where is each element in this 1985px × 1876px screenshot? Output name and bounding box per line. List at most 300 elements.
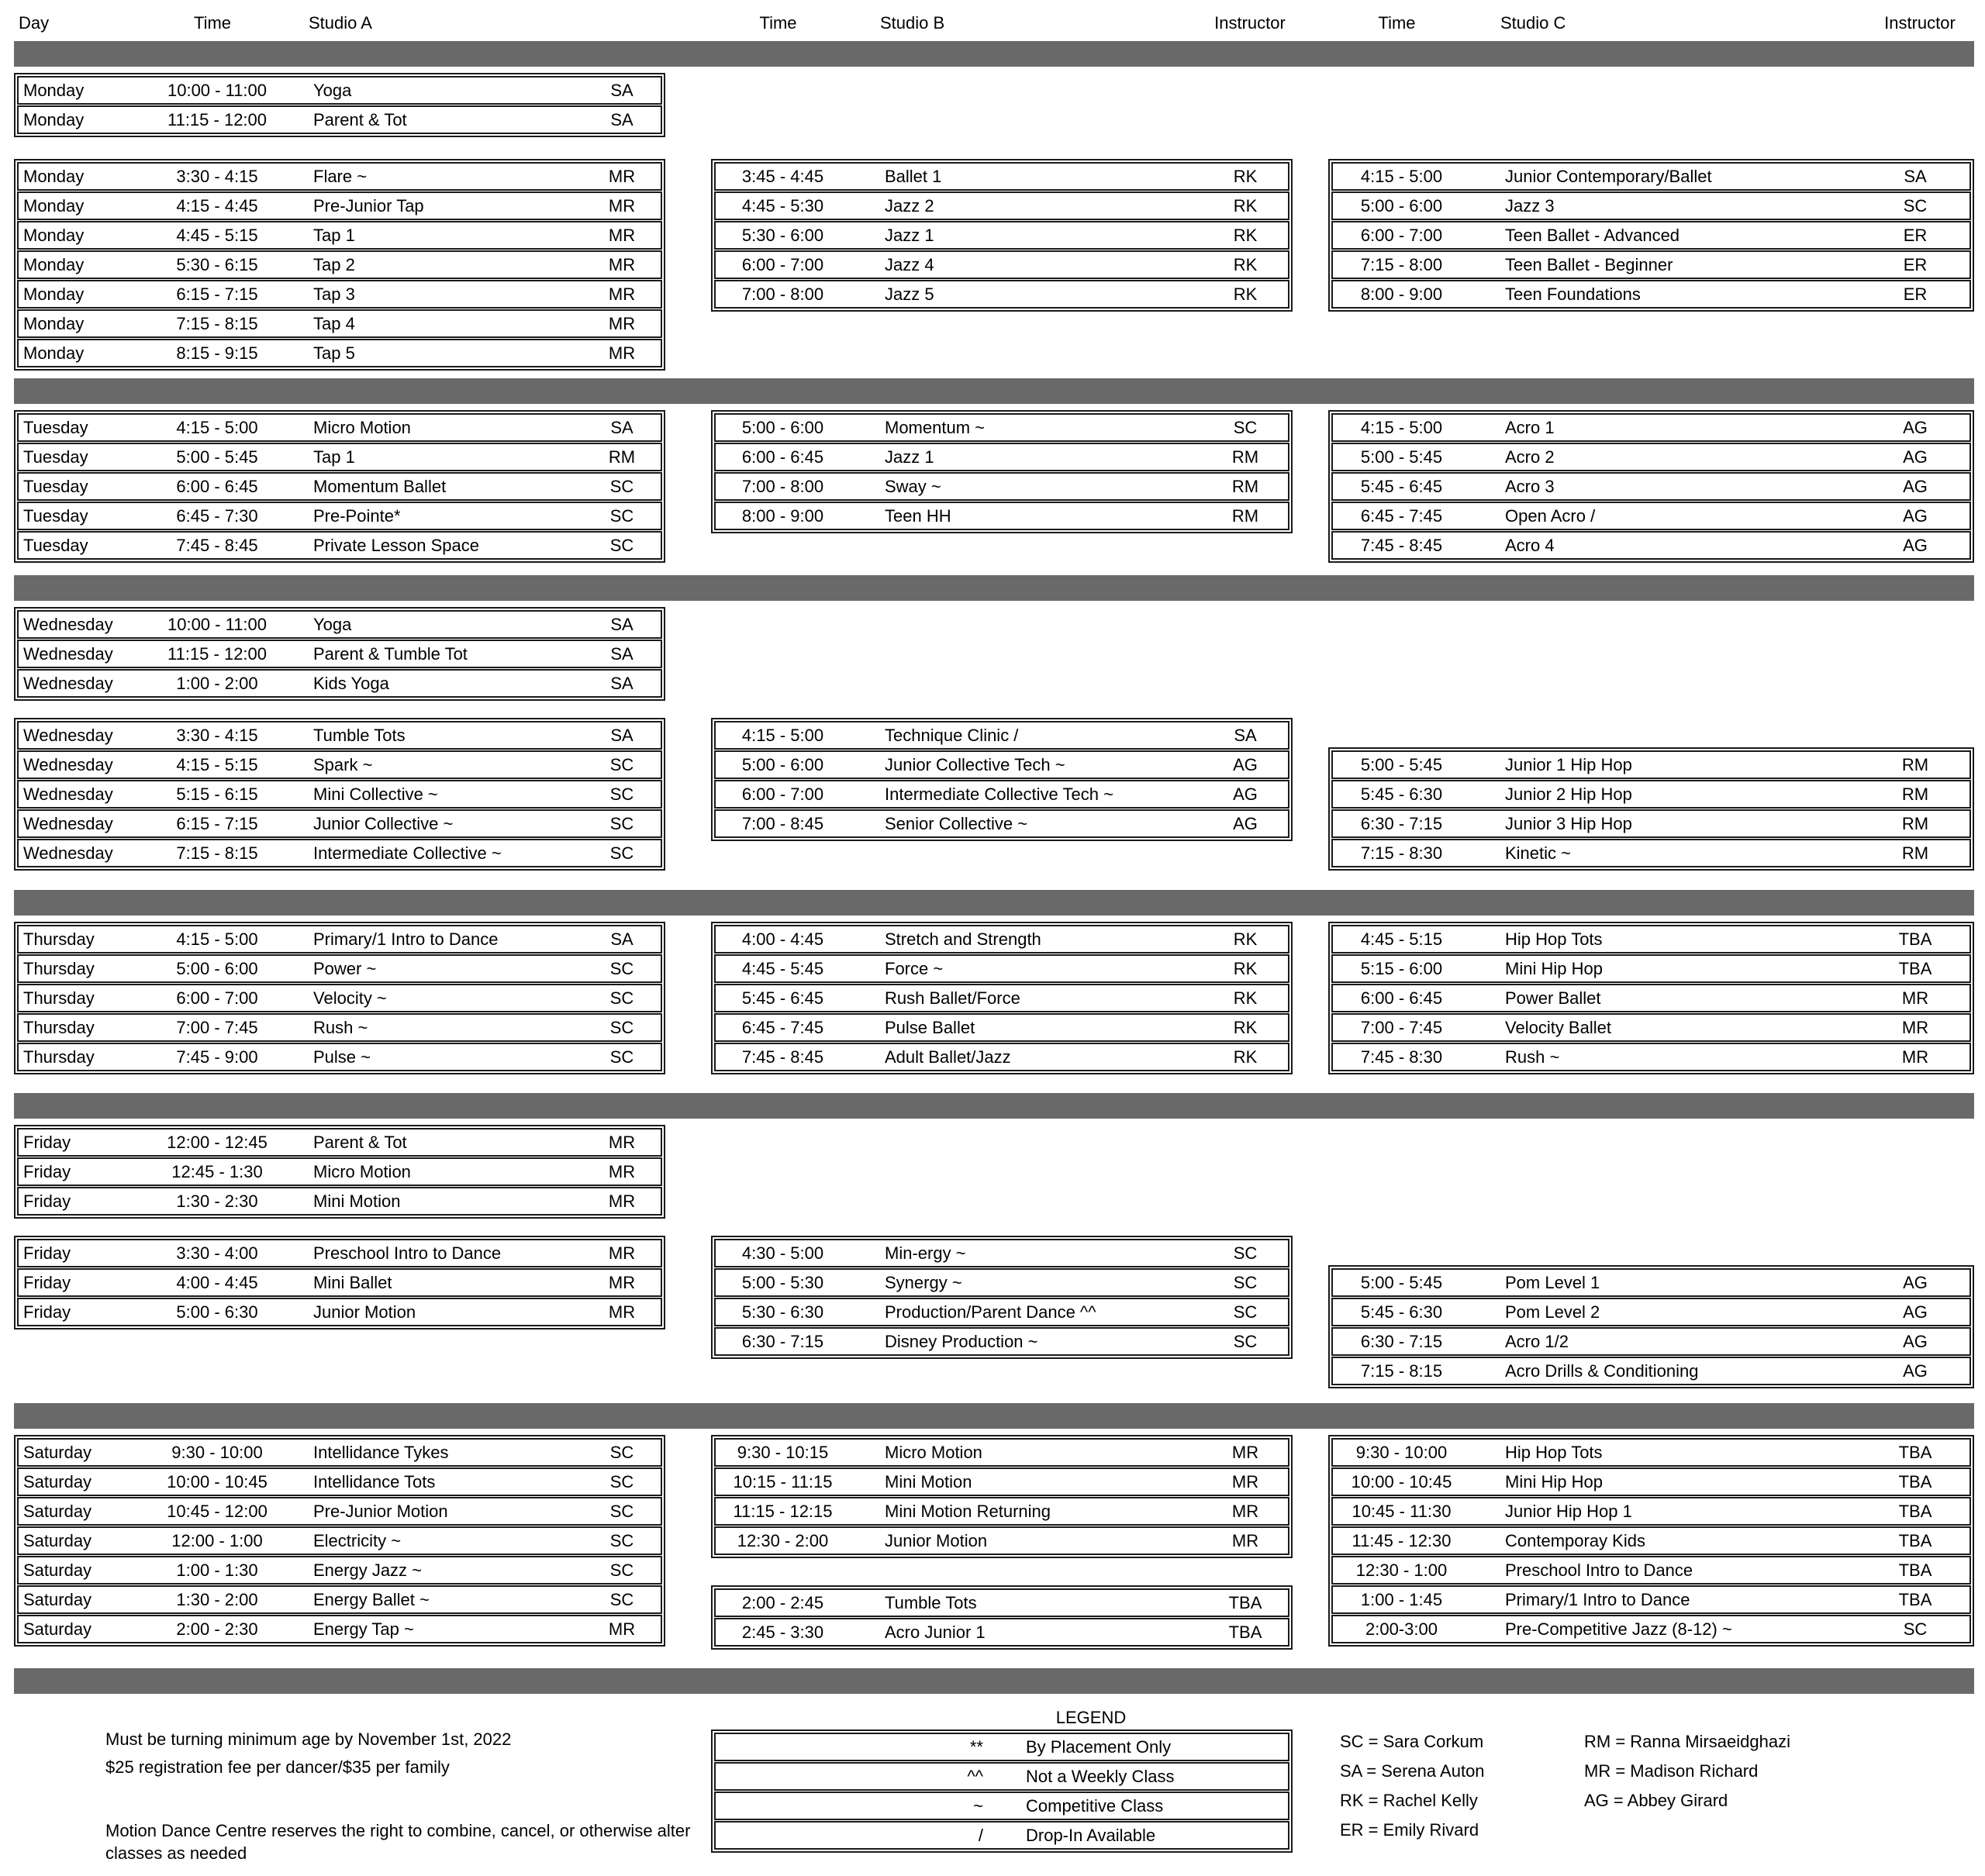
row-class-cell: Micro Motion: [313, 1161, 411, 1181]
row-instructor-cell: MR: [608, 225, 636, 245]
row-instructor-cell: MR: [1901, 1017, 1929, 1037]
studio-b-column: [711, 410, 1293, 533]
row-instructor-cell: RM: [1231, 447, 1259, 467]
schedule-row: [17, 191, 662, 220]
row-instructor-cell: SC: [1233, 1272, 1258, 1292]
schedule-row: [1331, 1357, 1971, 1385]
row-class-cell: Senior Collective ~: [885, 813, 1028, 833]
schedule-row: [714, 780, 1289, 809]
header-time-c: Time: [1378, 13, 1416, 33]
schedule-box: [711, 159, 1293, 312]
row-class-cell: Intellidance Tykes: [313, 1442, 449, 1462]
header-studio-b-group: [711, 13, 1293, 33]
row-class-cell: Open Acro /: [1505, 505, 1596, 526]
schedule-row: [17, 669, 662, 698]
row-class-cell: Kinetic ~: [1505, 843, 1571, 863]
row-class-cell: Junior Motion: [313, 1302, 416, 1322]
row-class-cell: Jazz 5: [885, 284, 934, 304]
row-class-cell: Tap 3: [313, 284, 355, 304]
row-instructor-cell: RK: [1233, 254, 1258, 274]
row-day-cell: Tuesday: [23, 447, 88, 467]
row-class-cell: Technique Clinic /: [885, 725, 1019, 745]
schedule-row: [1331, 839, 1971, 867]
row-time-cell: 7:45 - 8:45: [1360, 535, 1443, 555]
row-day-cell: Wednesday: [23, 784, 113, 804]
day-section-monday: [14, 41, 1974, 371]
row-time-cell: 9:30 - 10:15: [737, 1442, 829, 1462]
row-time-cell: 11:45 - 12:30: [1352, 1530, 1452, 1550]
header-time-a: Time: [193, 13, 232, 33]
row-day-cell: Monday: [23, 313, 85, 333]
row-class-cell: Mini Motion: [313, 1191, 401, 1211]
row-time-cell: 7:00 - 7:45: [176, 1017, 258, 1037]
schedule-row: [17, 1497, 662, 1526]
instructor-legend-col2: [1584, 1706, 1910, 1820]
row-class-cell: Acro Junior 1: [885, 1622, 986, 1642]
schedule-row: [714, 1588, 1289, 1617]
day-separator-bar: [14, 890, 1974, 916]
legend-meaning: Drop-In Available: [1026, 1825, 1156, 1845]
schedule-row: [17, 721, 662, 750]
schedule-box: [1328, 1435, 1974, 1647]
row-day-cell: Wednesday: [23, 843, 113, 863]
row-class-cell: Synergy ~: [885, 1272, 962, 1292]
instructor-legend-col1: [1340, 1706, 1584, 1850]
row-time-cell: 4:30 - 5:00: [741, 1243, 824, 1263]
row-class-cell: Teen Ballet - Advanced: [1505, 225, 1680, 245]
schedule-box: [14, 1435, 665, 1647]
row-instructor-cell: SC: [609, 988, 634, 1008]
schedule-row: [1331, 472, 1971, 501]
row-class-cell: Mini Collective ~: [313, 784, 438, 804]
row-class-cell: Tumble Tots: [885, 1592, 977, 1612]
row-day-cell: Monday: [23, 195, 85, 216]
row-instructor-cell: RM: [1901, 784, 1929, 804]
row-class-cell: Pom Level 2: [1505, 1302, 1600, 1322]
schedule-row: [714, 472, 1289, 501]
row-time-cell: 7:45 - 9:00: [176, 1047, 258, 1067]
row-instructor-cell: MR: [608, 343, 636, 363]
row-class-cell: Hip Hop Tots: [1505, 1442, 1603, 1462]
row-time-cell: 4:15 - 5:00: [176, 417, 258, 437]
day-band: [14, 607, 1974, 871]
row-class-cell: Rush ~: [313, 1017, 368, 1037]
row-instructor-cell: AG: [1903, 1302, 1928, 1322]
row-time-cell: 12:00 - 12:45: [167, 1132, 268, 1152]
row-time-cell: 5:00 - 6:30: [176, 1302, 258, 1322]
schedule-row: [714, 191, 1289, 220]
studio-b-column: [711, 1125, 1293, 1359]
row-class-cell: Teen HH: [885, 505, 951, 526]
row-instructor-cell: MR: [608, 313, 636, 333]
row-time-cell: 2:00 - 2:30: [176, 1619, 258, 1639]
row-class-cell: Junior 2 Hip Hop: [1505, 784, 1632, 804]
schedule-row: [714, 1043, 1289, 1071]
row-time-cell: 6:30 - 7:15: [741, 1331, 824, 1351]
row-day-cell: Saturday: [23, 1442, 92, 1462]
row-instructor-cell: AG: [1903, 535, 1928, 555]
row-time-cell: 4:45 - 5:30: [741, 195, 824, 216]
schedule-row: [17, 1526, 662, 1555]
studio-a-column: [14, 607, 665, 871]
row-instructor-cell: SA: [610, 725, 633, 745]
legend-title: LEGEND: [1055, 1708, 1127, 1727]
schedule-row: [17, 1157, 662, 1186]
row-day-cell: Monday: [23, 109, 85, 129]
row-instructor-cell: SC: [609, 1501, 634, 1521]
row-instructor-cell: SC: [609, 505, 634, 526]
row-time-cell: 5:30 - 6:30: [741, 1302, 824, 1322]
row-time-cell: 12:45 - 1:30: [171, 1161, 263, 1181]
row-class-cell: Junior Hip Hop 1: [1505, 1501, 1632, 1521]
schedule-row: [714, 750, 1289, 779]
row-instructor-cell: AG: [1903, 1360, 1928, 1381]
row-time-cell: 6:45 - 7:45: [741, 1017, 824, 1037]
schedule-row: [714, 1526, 1289, 1555]
row-instructor-cell: RM: [1901, 813, 1929, 833]
row-instructor-cell: SC: [609, 1017, 634, 1037]
schedule-row: [17, 250, 662, 279]
row-time-cell: 10:45 - 12:00: [167, 1501, 268, 1521]
row-instructor-cell: SA: [610, 643, 633, 664]
row-class-cell: Mini Hip Hop: [1505, 958, 1603, 978]
day-section-wednesday: [14, 575, 1974, 871]
row-instructor-cell: AG: [1233, 754, 1258, 774]
schedule-box: [1328, 922, 1974, 1074]
row-instructor-cell: SC: [609, 476, 634, 496]
schedule-row: [17, 1615, 662, 1643]
schedule-row: [714, 1327, 1289, 1356]
schedule-box: [14, 73, 665, 137]
row-instructor-cell: RM: [608, 447, 636, 467]
row-instructor-cell: AG: [1903, 1272, 1928, 1292]
row-class-cell: Pom Level 1: [1505, 1272, 1600, 1292]
schedule-box: [711, 1585, 1293, 1650]
studio-c-column: [1328, 922, 1974, 1074]
row-time-cell: 7:15 - 8:00: [1360, 254, 1443, 274]
row-time-cell: 5:00 - 6:00: [1360, 195, 1443, 216]
row-day-cell: Friday: [23, 1132, 71, 1152]
row-time-cell: 7:00 - 8:00: [741, 476, 824, 496]
row-instructor-cell: AG: [1903, 476, 1928, 496]
schedule-row: [17, 339, 662, 367]
row-time-cell: 4:15 - 5:00: [741, 725, 824, 745]
row-class-cell: Private Lesson Space: [313, 535, 480, 555]
schedule-row: [17, 1467, 662, 1496]
row-time-cell: 5:45 - 6:45: [741, 988, 824, 1008]
row-class-cell: Tap 5: [313, 343, 355, 363]
row-class-cell: Junior Collective ~: [313, 813, 454, 833]
legend-section: [14, 1706, 1974, 1864]
row-day-cell: Monday: [23, 284, 85, 304]
row-class-cell: Force ~: [885, 958, 944, 978]
schedule-row: [1331, 502, 1971, 530]
row-instructor-cell: MR: [608, 166, 636, 186]
row-time-cell: 3:30 - 4:15: [176, 725, 258, 745]
row-time-cell: 12:00 - 1:00: [171, 1530, 263, 1550]
row-time-cell: 5:45 - 6:30: [1360, 1302, 1443, 1322]
row-class-cell: Tap 1: [313, 225, 355, 245]
row-day-cell: Tuesday: [23, 535, 88, 555]
legend-symbol: /: [978, 1825, 983, 1845]
schedule-box: [14, 1236, 665, 1329]
row-time-cell: 6:15 - 7:15: [176, 813, 258, 833]
row-time-cell: 7:15 - 8:15: [176, 313, 258, 333]
header-studio-c: Studio C: [1500, 13, 1566, 33]
schedule-row: [17, 280, 662, 309]
row-day-cell: Friday: [23, 1161, 71, 1181]
row-class-cell: Momentum Ballet: [313, 476, 447, 496]
row-day-cell: Monday: [23, 166, 85, 186]
row-class-cell: Micro Motion: [313, 417, 411, 437]
row-class-cell: Tap 2: [313, 254, 355, 274]
schedule-row: [1331, 1467, 1971, 1496]
row-time-cell: 5:00 - 6:00: [176, 958, 258, 978]
row-time-cell: 4:45 - 5:15: [176, 225, 258, 245]
row-day-cell: Thursday: [23, 1017, 95, 1037]
row-time-cell: 7:00 - 7:45: [1360, 1017, 1443, 1037]
row-class-cell: Pre-Competitive Jazz (8-12) ~: [1505, 1619, 1732, 1639]
row-instructor-cell: ER: [1903, 254, 1928, 274]
schedule-row: [1331, 221, 1971, 250]
schedule-row: [1331, 191, 1971, 220]
row-class-cell: Power Ballet: [1505, 988, 1601, 1008]
schedule-row: [1331, 809, 1971, 838]
row-class-cell: Pre-Junior Tap: [313, 195, 424, 216]
schedule-box: [711, 1435, 1293, 1558]
row-instructor-cell: AG: [1903, 447, 1928, 467]
legend-meaning: Not a Weekly Class: [1026, 1766, 1175, 1786]
row-instructor-cell: MR: [608, 1619, 636, 1639]
row-time-cell: 2:00 - 2:45: [741, 1592, 824, 1612]
row-day-cell: Wednesday: [23, 813, 113, 833]
row-instructor-cell: MR: [608, 1191, 636, 1211]
day-band: [14, 1435, 1974, 1650]
row-time-cell: 5:00 - 5:45: [1360, 447, 1443, 467]
schedule-row: [1331, 531, 1971, 560]
row-instructor-cell: RK: [1233, 1047, 1258, 1067]
row-time-cell: 6:30 - 7:15: [1360, 1331, 1443, 1351]
row-time-cell: 8:00 - 9:00: [1360, 284, 1443, 304]
row-instructor-cell: SC: [1233, 1243, 1258, 1263]
row-time-cell: 4:45 - 5:45: [741, 958, 824, 978]
schedule-row: [1331, 984, 1971, 1012]
row-instructor-cell: TBA: [1898, 1560, 1932, 1580]
note-minimum-age: Must be turning minimum age by November 1st, 2022: [105, 1729, 512, 1749]
row-day-cell: Thursday: [23, 929, 95, 949]
schedule-box: [14, 718, 665, 871]
schedule-box: [711, 410, 1293, 533]
row-instructor-cell: TBA: [1228, 1622, 1262, 1642]
spacer: [105, 1785, 695, 1819]
schedule-row: [17, 1043, 662, 1071]
header-studio-a-group: [14, 13, 665, 33]
row-class-cell: Mini Hip Hop: [1505, 1471, 1603, 1491]
schedule-row: [17, 1239, 662, 1267]
row-instructor-cell: MR: [1231, 1501, 1259, 1521]
row-time-cell: 10:00 - 11:00: [167, 80, 268, 100]
instructor-legend-entry: SC = Sara Corkum: [1340, 1732, 1484, 1751]
row-class-cell: Parent & Tot: [313, 109, 407, 129]
row-time-cell: 4:15 - 4:45: [176, 195, 258, 216]
row-class-cell: Production/Parent Dance ^^: [885, 1302, 1096, 1322]
legend-meaning: By Placement Only: [1026, 1736, 1172, 1757]
row-instructor-cell: SC: [609, 754, 634, 774]
schedule-row: [1331, 750, 1971, 779]
row-instructor-cell: TBA: [1898, 1442, 1932, 1462]
row-instructor-cell: RM: [1901, 843, 1929, 863]
studio-a-column: [14, 410, 665, 563]
row-day-cell: Friday: [23, 1243, 71, 1263]
schedule-row: [714, 280, 1289, 309]
row-day-cell: Thursday: [23, 958, 95, 978]
instructor-legend-entry: RM = Ranna Mirsaeidghazi: [1584, 1732, 1790, 1751]
row-instructor-cell: TBA: [1898, 1471, 1932, 1491]
schedule-box: [14, 159, 665, 371]
row-instructor-cell: MR: [608, 254, 636, 274]
row-time-cell: 6:00 - 6:45: [1360, 988, 1443, 1008]
row-class-cell: Jazz 1: [885, 225, 934, 245]
row-instructor-cell: SA: [1904, 166, 1927, 186]
row-class-cell: Jazz 1: [885, 447, 934, 467]
row-time-cell: 1:00 - 2:00: [176, 673, 258, 693]
row-class-cell: Acro 2: [1505, 447, 1555, 467]
row-time-cell: 6:15 - 7:15: [176, 284, 258, 304]
row-time-cell: 10:00 - 10:45: [1351, 1471, 1452, 1491]
schedule-row: [17, 750, 662, 779]
row-time-cell: 10:15 - 11:15: [733, 1471, 833, 1491]
schedule-row: [17, 1556, 662, 1585]
schedule-row: [17, 984, 662, 1012]
row-instructor-cell: AG: [1903, 1331, 1928, 1351]
notes-block: [105, 1706, 695, 1864]
row-instructor-cell: SC: [609, 784, 634, 804]
legend-symbol: ^^: [967, 1766, 983, 1786]
row-time-cell: 10:00 - 10:45: [167, 1471, 268, 1491]
row-instructor-cell: SC: [1233, 1331, 1258, 1351]
row-class-cell: Kids Yoga: [313, 673, 389, 693]
row-instructor-cell: MR: [1901, 1047, 1929, 1067]
schedule-row: [714, 721, 1289, 750]
legend-meaning: Competitive Class: [1026, 1795, 1164, 1816]
schedule-row: [1331, 1327, 1971, 1356]
instructor-legend-entry: AG = Abbey Girard: [1584, 1791, 1728, 1810]
row-instructor-cell: RK: [1233, 166, 1258, 186]
row-time-cell: 4:15 - 5:00: [1360, 166, 1443, 186]
row-class-cell: Acro 4: [1505, 535, 1555, 555]
schedule-box: [14, 1125, 665, 1219]
row-time-cell: 8:00 - 9:00: [741, 505, 824, 526]
row-instructor-cell: SC: [609, 958, 634, 978]
day-section-friday: [14, 1093, 1974, 1388]
row-time-cell: 5:00 - 5:45: [1360, 1272, 1443, 1292]
row-time-cell: 5:45 - 6:30: [1360, 784, 1443, 804]
row-day-cell: Monday: [23, 343, 85, 363]
row-day-cell: Monday: [23, 254, 85, 274]
studio-b-column: [711, 607, 1293, 841]
table-header: [14, 0, 1974, 41]
row-day-cell: Wednesday: [23, 725, 113, 745]
studio-b-column: [711, 73, 1293, 312]
schedule-box: [711, 718, 1293, 841]
header-day: Day: [19, 13, 50, 33]
row-instructor-cell: SC: [1233, 1302, 1258, 1322]
day-separator-bar: [14, 575, 1974, 601]
row-day-cell: Wednesday: [23, 643, 113, 664]
studio-b-column: [711, 1435, 1293, 1650]
schedule-row: [17, 780, 662, 809]
row-time-cell: 7:15 - 8:30: [1360, 843, 1443, 863]
row-time-cell: 1:30 - 2:30: [176, 1191, 258, 1211]
row-time-cell: 4:00 - 4:45: [176, 1272, 258, 1292]
header-studio-b: Studio B: [880, 13, 945, 33]
row-class-cell: Rush Ballet/Force: [885, 988, 1020, 1008]
legend-row: [714, 1733, 1289, 1761]
schedule-row: [714, 1438, 1289, 1467]
header-instructor-b: Instructor: [1214, 13, 1286, 33]
row-time-cell: 7:00 - 8:00: [741, 284, 824, 304]
row-class-cell: Acro 3: [1505, 476, 1555, 496]
row-time-cell: 5:00 - 5:30: [741, 1272, 824, 1292]
row-instructor-cell: TBA: [1898, 1589, 1932, 1609]
row-day-cell: Tuesday: [23, 476, 88, 496]
row-time-cell: 4:45 - 5:15: [1360, 929, 1443, 949]
row-time-cell: 2:00-3:00: [1365, 1619, 1438, 1639]
studio-a-column: [14, 1125, 665, 1329]
schedule-row: [714, 1268, 1289, 1297]
schedule-box: [1328, 1265, 1974, 1388]
schedule-row: [1331, 280, 1971, 309]
row-time-cell: 6:45 - 7:30: [176, 505, 258, 526]
row-instructor-cell: SC: [1903, 195, 1928, 216]
row-instructor-cell: AG: [1233, 813, 1258, 833]
row-time-cell: 5:00 - 6:00: [741, 417, 824, 437]
row-instructor-cell: TBA: [1898, 958, 1932, 978]
row-class-cell: Mini Motion Returning: [885, 1501, 1051, 1521]
row-time-cell: 7:45 - 8:45: [741, 1047, 824, 1067]
row-class-cell: Disney Production ~: [885, 1331, 1038, 1351]
row-time-cell: 2:45 - 3:30: [741, 1622, 824, 1642]
row-time-cell: 5:15 - 6:15: [176, 784, 258, 804]
legend-row: [714, 1792, 1289, 1820]
row-instructor-cell: SC: [1233, 417, 1258, 437]
row-class-cell: Tap 4: [313, 313, 355, 333]
row-time-cell: 6:00 - 7:00: [176, 988, 258, 1008]
row-class-cell: Acro 1/2: [1505, 1331, 1569, 1351]
schedule-box: [1328, 747, 1974, 871]
row-instructor-cell: SC: [609, 843, 634, 863]
schedule-row: [714, 162, 1289, 191]
row-class-cell: Min-ergy ~: [885, 1243, 966, 1263]
row-time-cell: 3:30 - 4:00: [176, 1243, 258, 1263]
day-section-thursday: [14, 890, 1974, 1074]
row-instructor-cell: SC: [609, 1047, 634, 1067]
row-class-cell: Flare ~: [313, 166, 368, 186]
row-class-cell: Ballet 1: [885, 166, 942, 186]
row-class-cell: Junior Collective Tech ~: [885, 754, 1065, 774]
row-instructor-cell: RK: [1233, 225, 1258, 245]
schedule-row: [714, 250, 1289, 279]
row-time-cell: 6:45 - 7:45: [1360, 505, 1443, 526]
studio-c-column: [1328, 1435, 1974, 1647]
row-time-cell: 12:30 - 2:00: [737, 1530, 829, 1550]
schedule-row: [17, 221, 662, 250]
schedule-row: [17, 472, 662, 501]
day-band: [14, 410, 1974, 563]
header-instructor-c: Instructor: [1884, 13, 1956, 33]
schedule-box: [14, 607, 665, 701]
row-class-cell: Preschool Intro to Dance: [313, 1243, 502, 1263]
